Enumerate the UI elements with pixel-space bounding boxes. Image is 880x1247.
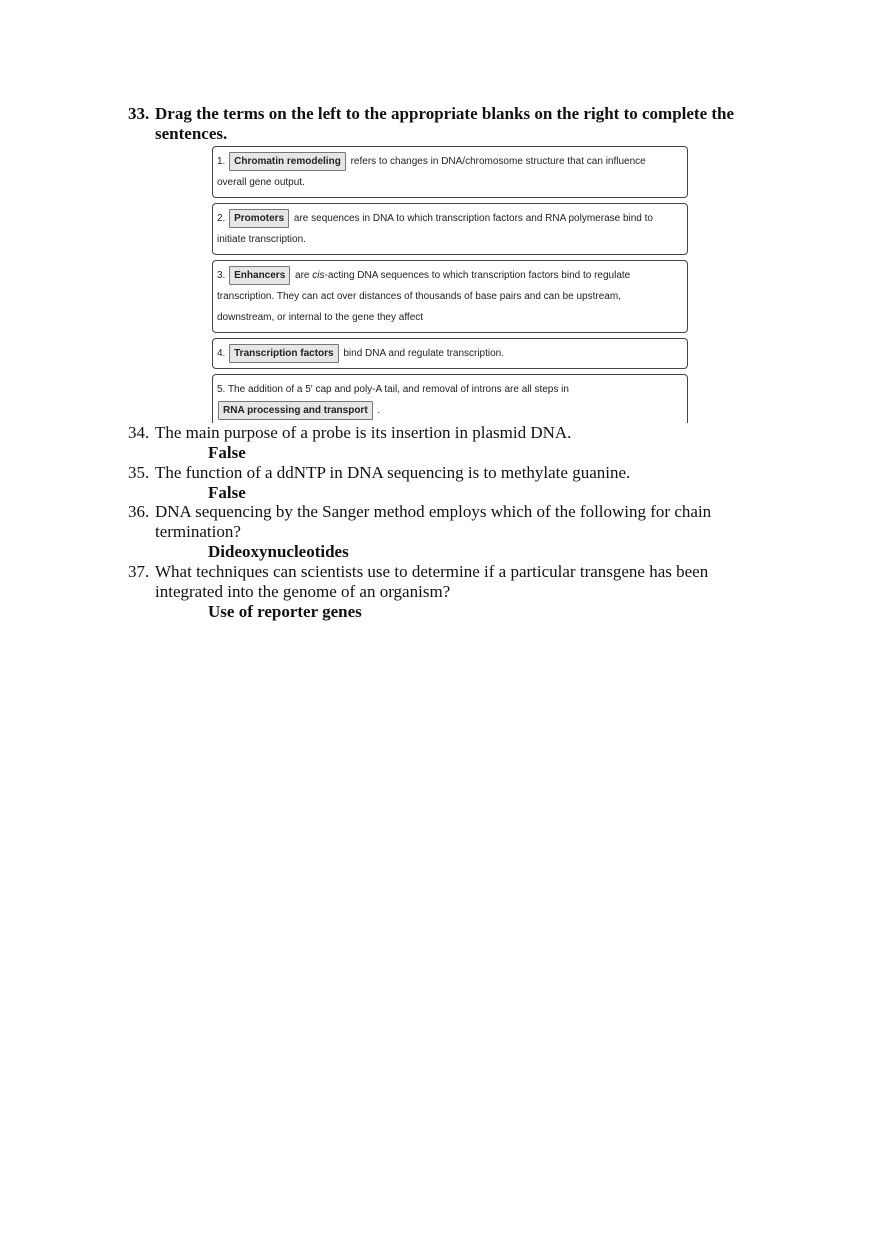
sentence-text: are sequences in DNA to which transcription factors and RNA polymerase bind to <box>291 213 653 224</box>
sentence-box-5 <box>212 374 688 423</box>
sentence-index: 1. <box>217 156 226 167</box>
answer-37: Use of reporter genes <box>208 602 362 621</box>
question-text: The main purpose of a probe is its insertion in plasmid DNA. <box>155 423 572 442</box>
question-number: 34. <box>128 423 150 442</box>
answer-chip-chromatin-remodeling[interactable]: Chromatin remodeling <box>229 152 346 171</box>
sentence-index: 4. <box>217 348 226 359</box>
question-35 <box>128 463 768 483</box>
question-number: 33. <box>128 104 150 123</box>
question-36 <box>128 502 728 542</box>
answer-36: Dideoxynucleotides <box>208 542 349 561</box>
question-text: What techniques can scientists use to determine if a particular transgene has been integrated into the genome of an organism? <box>155 562 709 601</box>
drag-drop-activity <box>212 146 692 423</box>
question-text: DNA sequencing by the Sanger method employs which of the following for chain termination? <box>155 502 712 541</box>
sentence-text: downstream, or internal to the gene they affect <box>217 312 424 323</box>
answer-34: False <box>208 443 246 462</box>
answer-chip-enhancers[interactable]: Enhancers <box>229 266 290 285</box>
sentence-box-2 <box>212 203 688 255</box>
sentence-text: are <box>292 270 313 281</box>
answer-chip-promoters[interactable]: Promoters <box>229 209 289 228</box>
answer-chip-rna-processing-and-transport[interactable]: RNA processing and transport <box>218 401 373 420</box>
sentence-text: bind DNA and regulate transcription. <box>340 348 505 359</box>
sentence-text: overall gene output. <box>217 177 305 188</box>
question-34 <box>128 423 768 443</box>
sentence-box-1 <box>212 146 688 198</box>
sentence-text: . <box>374 405 381 416</box>
question-33 <box>128 104 768 144</box>
question-number: 37. <box>128 562 150 581</box>
sentence-text: -acting DNA sequences to which transcription factors bind to regulate <box>324 270 631 281</box>
sentence-text: refers to changes in DNA/chromosome structure that can influence <box>347 156 646 167</box>
answer-chip-transcription-factors[interactable]: Transcription factors <box>229 344 338 363</box>
sentence-italic-text: cis <box>312 270 325 281</box>
question-number: 35. <box>128 463 150 482</box>
question-37 <box>128 562 728 602</box>
sentence-text: 5. The addition of a 5' cap and poly-A tail, and removal of introns are all steps in <box>217 384 569 395</box>
sentence-index: 2. <box>217 213 226 224</box>
question-number: 36. <box>128 502 150 521</box>
sentence-box-3 <box>212 260 688 333</box>
sentence-text: initiate transcription. <box>217 234 306 245</box>
question-text: Drag the terms on the left to the appropriate blanks on the right to complete the sentences. <box>155 104 735 143</box>
sentence-box-4 <box>212 338 688 369</box>
sentence-text: transcription. They can act over distances of thousands of base pairs and can be upstream, <box>217 291 621 302</box>
sentence-index: 3. <box>217 270 226 281</box>
answer-35: False <box>208 483 246 502</box>
question-text: The function of a ddNTP in DNA sequencing is to methylate guanine. <box>155 463 631 482</box>
